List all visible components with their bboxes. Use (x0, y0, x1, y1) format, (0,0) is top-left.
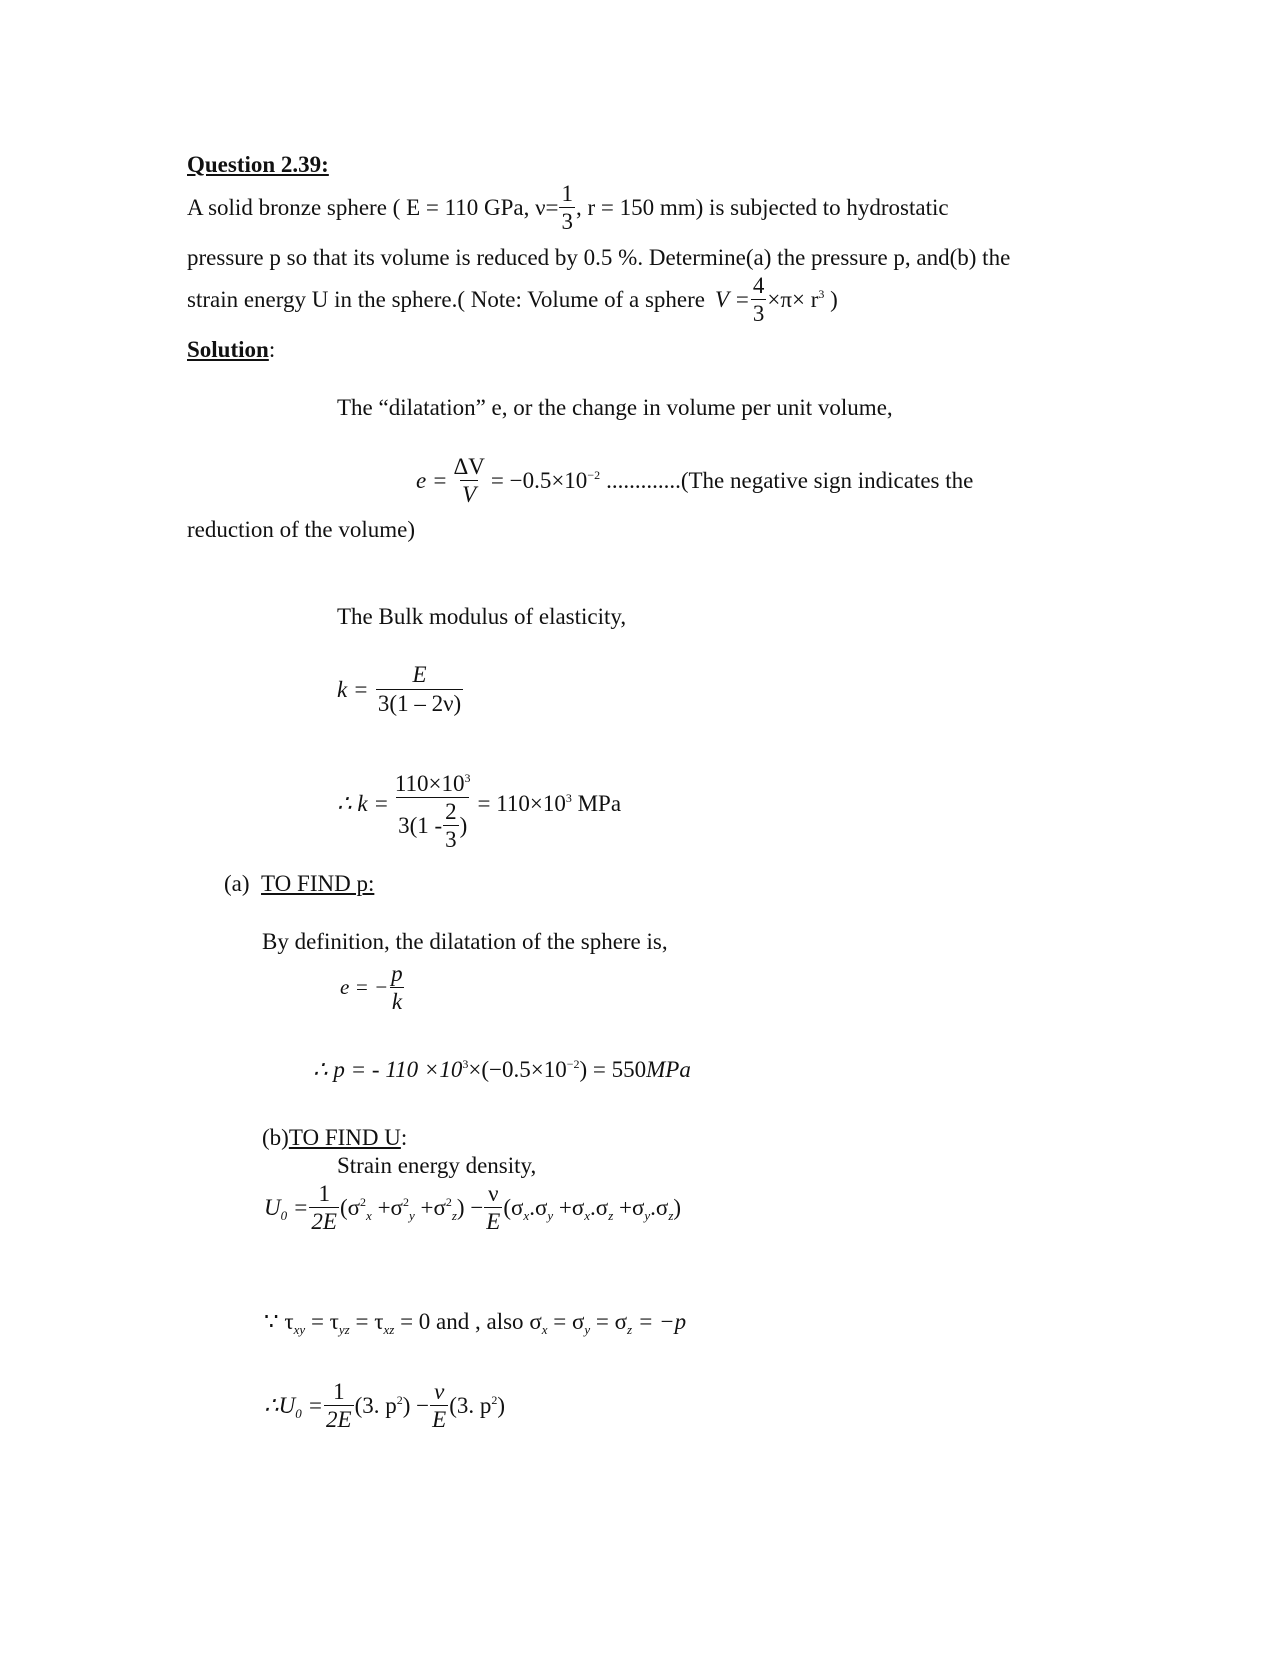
bulk-modulus-value (337, 772, 621, 851)
u0b-fraction-1: $\frac{1}{2E}$ (326, 1379, 352, 1432)
dilatation-pressure-formula (340, 962, 406, 1013)
k2-rhs: = $110\times 10^3$ MPa (477, 791, 622, 816)
eq1-numerator: ΔV (453, 454, 485, 479)
part-a-heading: (a) TO FIND p: (224, 871, 375, 896)
k-denominator: 3(1 – 2ν) (377, 691, 462, 716)
e2-denominator: k (391, 989, 403, 1014)
e2-lhs: e = − (340, 975, 389, 999)
u0b-lhs: $\therefore U_0$ = (264, 1393, 324, 1421)
eq1-rhs: = $-0.5\times 10^{-2}$ (490, 468, 601, 493)
pressure-result: ∴ p = - $110 \times 10^3\times(-0.5\times 10^{-2}) = 550MPa$ (313, 1057, 691, 1082)
nu-fraction (559, 182, 575, 233)
part-b-heading: (b)TO FIND U: (262, 1125, 408, 1150)
strain-energy-density-formula (264, 1182, 681, 1233)
nu-denominator: 3 (561, 209, 573, 234)
k2-denominator: 3(1 - $\frac{2}{3}$ ) (398, 799, 468, 852)
dilatation-equation (416, 455, 973, 506)
question-line-3 (187, 274, 838, 325)
volume-numerator: 4 (752, 273, 765, 298)
u0-fraction-1: $\frac{1}{2E}$ (311, 1181, 337, 1234)
solution-heading: Solution: (187, 337, 276, 362)
question-line-2: pressure p so that its volume is reduced by 0.5 %. Determine(a) the pressure p, and(b) the (187, 245, 1011, 270)
definition-text: By definition, the dilatation of the sphere is, (262, 929, 668, 954)
k2-lhs: ∴ k = (337, 791, 389, 816)
u0-fraction-2: $\frac{\nu}{E}$ (486, 1181, 501, 1234)
shear-stress-condition: ∵ $\tau_{xy} = \tau_{yz} = \tau_{xz} = 0$ and , also $\sigma_x = \sigma_y = \sigma_z = -p$ (264, 1309, 687, 1337)
k2-fraction (393, 772, 473, 851)
strain-energy-density-text: Strain energy density, (337, 1153, 537, 1178)
u0b-fraction-2: $\frac{\nu}{E}$ (432, 1379, 447, 1432)
strain-energy-density-substituted (264, 1380, 505, 1431)
k2-inner-fraction: $\frac{2}{3}$ (445, 799, 457, 852)
bulk-intro: The Bulk modulus of elasticity, (337, 604, 627, 629)
question-line-3-a: strain energy U in the sphere.( Note: Volume of a sphere (187, 287, 706, 312)
eq1-lhs: e = (416, 468, 448, 493)
volume-lhs: V = (715, 287, 750, 312)
u0b-term-1: (3. $p^2$) − (354, 1393, 430, 1418)
u0b-term-2: (3. $p^2$) (449, 1393, 506, 1418)
u0-term-2: $(\sigma_x.\sigma_y +\sigma_x.\sigma_z +\sigma_y.\sigma_z)$ (503, 1195, 682, 1223)
eq1-fraction (451, 455, 486, 506)
bulk-modulus-formula (337, 663, 468, 715)
k2-numerator: $110\times 10^3$ (394, 771, 471, 796)
u0-lhs: $U_0$ = (264, 1195, 309, 1223)
volume-fraction (751, 274, 767, 325)
question-line-1-a: A solid bronze sphere ( E = 110 GPa, ν= (187, 195, 559, 220)
eq1-note-continued: reduction of the volume) (187, 517, 416, 542)
e2-numerator: p (391, 961, 403, 986)
nu-numerator: 1 (561, 181, 573, 206)
dilatation-intro: The “dilatation” e, or the change in volume per unit volume, (337, 395, 893, 420)
eq1-note: .............(The negative sign indicates the (606, 468, 974, 493)
k-numerator: E (412, 662, 427, 687)
question-line-1-b: , r = 150 mm) is subjected to hydrostatic (575, 195, 949, 220)
eq1-denominator: V (462, 482, 477, 507)
e2-fraction (389, 962, 405, 1013)
question-line-1 (187, 182, 949, 233)
u0-term-1: $(\sigma^2_x +\sigma^2_y +\sigma^2_z)$ − (339, 1195, 484, 1223)
volume-rhs: $\times\pi\times r^3$ ) (767, 287, 838, 312)
k-lhs: k = (337, 676, 369, 702)
k-fraction (372, 663, 466, 715)
question-title: Question 2.39: (187, 152, 329, 177)
volume-denominator: 3 (752, 301, 765, 326)
